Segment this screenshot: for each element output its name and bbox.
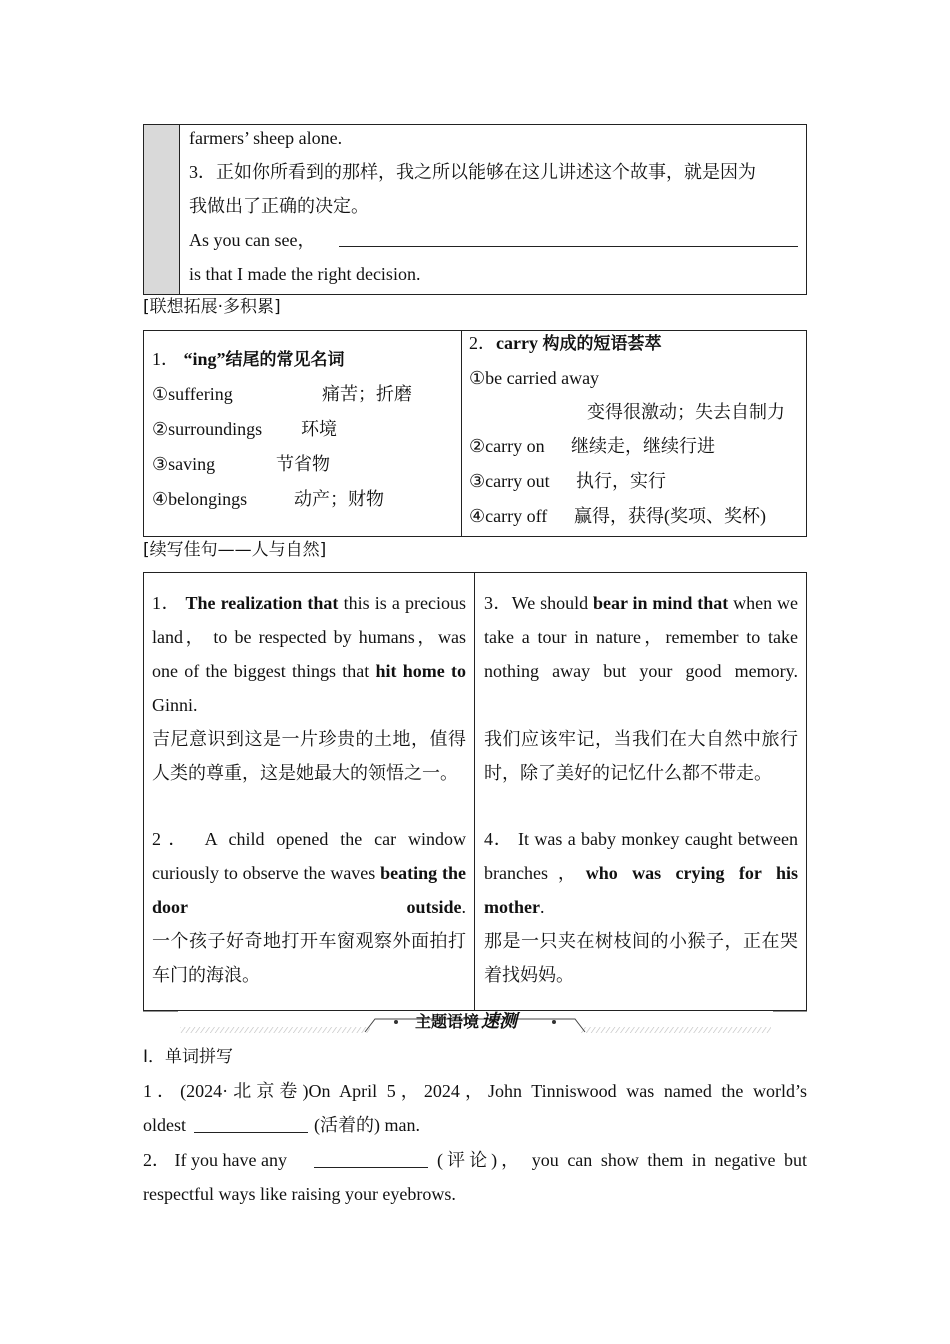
banner-label: 主题语境 — [415, 1012, 480, 1031]
ing-item-en: ③saving — [152, 454, 216, 474]
sentences-divider — [474, 573, 475, 1010]
sentence-2-cn: 一个孩子好奇地打开车窗观察外面拍打车门的海浪。 — [152, 931, 466, 985]
carry-item-cn: 继续走，继续行进 — [571, 436, 715, 456]
carry-item-en: ②carry on — [469, 436, 545, 456]
sentence-2-num: 2． — [152, 829, 194, 849]
top-item3-en — [189, 227, 315, 253]
question-2-blank[interactable] — [314, 1149, 428, 1168]
sentence-4-bold-1: who was crying for his mother — [484, 863, 798, 917]
question-1-start: oldest — [143, 1115, 186, 1135]
top-item3-en-start: As you can see， — [189, 230, 316, 250]
top-item3-cn-1: 3．正如你所看到的那样，我之所以能够在这儿讲述这个故事，就是因为 — [189, 162, 756, 182]
sentence-3-text-2: when we take a tour in nature，remember to take nothing away but your good memory. — [484, 593, 798, 681]
sentence-1-text-2: Ginni. — [152, 695, 198, 715]
ing-item-cn: 节省物 — [276, 454, 330, 474]
ing-item-cn: 环境 — [301, 419, 337, 439]
carry-item-cn: 赢得，获得(奖项、奖杯) — [574, 506, 766, 526]
ing-title-rest: 结尾的常见名词 — [225, 350, 345, 370]
part-heading: Ⅰ．单词拼写 — [143, 1047, 234, 1067]
sentence-4-text-2: . — [539, 897, 545, 917]
top-answer-blank[interactable] — [339, 228, 798, 247]
quiz-banner — [143, 1010, 807, 1038]
sentence-1-cn: 吉尼意识到这是一片珍贵的土地，值得人类的尊重，这是她最大的领悟之一。 — [152, 729, 466, 783]
question-1-blank[interactable] — [194, 1114, 308, 1133]
top-item3-cn-2: 我做出了正确的决定。 — [189, 196, 369, 216]
question-1-end: (活着的) man. — [314, 1115, 420, 1135]
banner-title — [415, 1009, 517, 1035]
top-line-1: farmers’ sheep alone. — [189, 128, 343, 148]
carry-item-en: ①be carried away — [469, 368, 600, 388]
ing-item-en: ④belongings — [152, 489, 248, 509]
sentence-1-en — [152, 586, 466, 722]
ing-title-word: “ing” — [183, 349, 226, 369]
question-2-start: 2． If you have any — [143, 1150, 287, 1170]
carry-item-cn: 变得很激动；失去自制力 — [587, 402, 785, 422]
carry-item-cn: 执行，实行 — [576, 471, 666, 491]
sentence-1-bold-1: The realization that — [185, 593, 339, 613]
ing-item-cn: 动产；财物 — [294, 489, 384, 509]
ing-item-en: ②surroundings — [152, 419, 263, 439]
question-2-line-2: respectful ways like raising your eyebrows. — [143, 1184, 456, 1204]
side-shade — [144, 125, 180, 294]
carry-item-en: ④carry off — [469, 506, 548, 526]
sentence-1-num: 1． — [152, 593, 181, 613]
sentence-4-text-1: It was a baby monkey caught between branches， — [484, 829, 798, 883]
sentences-heading: [续写佳句——人与自然] — [143, 540, 327, 560]
carry-title-rest: 构成的短语荟萃 — [542, 334, 662, 354]
carry-title-word: carry — [496, 333, 538, 353]
question-2-mid: (评论)， you can show them in negative but — [437, 1150, 807, 1170]
top-item3-en-end: is that I made the right decision. — [189, 264, 421, 284]
sentence-2-text-1: A child opened the car window curiously to observe the waves — [152, 829, 466, 883]
sentence-3-num: 3． — [484, 593, 512, 613]
sentence-4-cn: 那是一只夹在树枝间的小猴子，正在哭着找妈妈。 — [484, 931, 798, 985]
sentence-1-bold-2: hit home to — [375, 661, 467, 681]
sentence-2-bold-1: beating the door outside — [152, 863, 466, 917]
question-1-line-2 — [143, 1112, 186, 1138]
sentence-2-en — [152, 822, 466, 924]
sentence-4-num: 4． — [484, 829, 513, 849]
carry-title-num: 2． — [469, 333, 496, 353]
sentence-3-en — [484, 586, 798, 688]
ing-title — [152, 346, 345, 373]
sentence-3-text-1: We should — [511, 593, 594, 613]
sentence-4-en — [484, 822, 798, 924]
association-heading: [联想拓展·多积累] — [143, 297, 281, 317]
sentence-2-text-2: . — [461, 897, 466, 917]
ing-item-cn: 痛苦；折磨 — [322, 384, 412, 404]
carry-item-en: ③carry out — [469, 471, 550, 491]
banner-label-strong: 速测 — [481, 1011, 518, 1032]
question-1-line-1: 1．(2024·北京卷)On April 5，2024，John Tinniswood was named the world’s — [143, 1081, 807, 1101]
sentence-3-bold-1: bear in mind that — [593, 593, 729, 613]
sentence-1-text-1: this is a precious land， to be respected by humans，was one of the biggest things that — [152, 593, 467, 681]
ing-title-num: 1． — [152, 349, 179, 369]
association-divider — [461, 331, 462, 536]
carry-title — [469, 330, 661, 357]
ing-item-en: ①suffering — [152, 384, 233, 404]
sentence-3-cn: 我们应该牢记，当我们在大自然中旅行时，除了美好的记忆什么都不带走。 — [484, 729, 798, 783]
